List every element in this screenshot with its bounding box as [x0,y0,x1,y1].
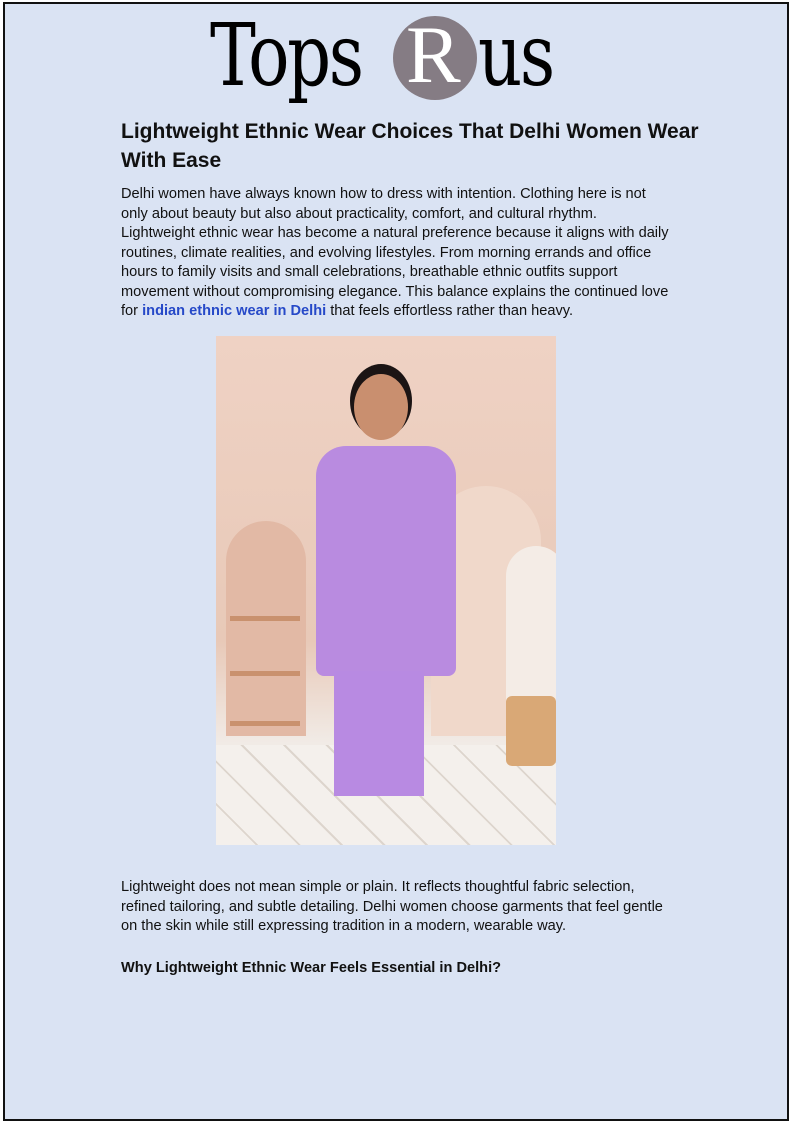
product-photo [216,336,556,845]
intro-text: Delhi women have always known how to dress with intention. Clothing here is not only about beauty but also about practicality, comfort, and cultural rhythm. Lightweight ethnic wear has become a natural preference because it aligns with daily routines, climate realities, and evolving lifestyles. From morning errands and office hours to family visits and small celebrations, breathable ethnic outfits support movement without compromising elegance. This balance explains the continued love for [121,186,669,319]
topsrus-logo [210,6,560,107]
second-paragraph: Lightweight does not mean simple or plain. It reflects thoughtful fabric selection, refined tailoring, and subtle detailing. Delhi women choose garments that feel gentle on the skin while still expressing tradition in a modern, wearable way. [121,879,663,934]
intro-text-end: that feels effortless rather than heavy. [326,303,574,319]
photo-shelf [230,671,300,676]
photo-arch-right [506,546,556,706]
intro-paragraph [121,185,701,322]
section-subheading: Why Lightweight Ethnic Wear Feels Essential in Delhi? [121,960,502,976]
photo-stool [506,696,556,766]
article-title: Lightweight Ethnic Wear Choices That Delhi Women Wear With Ease [121,120,699,172]
ethnic-wear-link[interactable]: indian ethnic wear in Delhi [142,303,327,319]
document-page [3,2,789,1121]
logo-text-us: us [478,6,553,106]
photo-shelf [230,616,300,621]
photo-shelf [230,721,300,726]
photo-arch-left [226,521,306,736]
photo-kurta [316,446,456,676]
logo-text-r: R [406,9,461,100]
logo-text-tops: Tops [210,6,362,106]
photo-model-head [354,374,408,440]
photo-pants [334,671,424,796]
